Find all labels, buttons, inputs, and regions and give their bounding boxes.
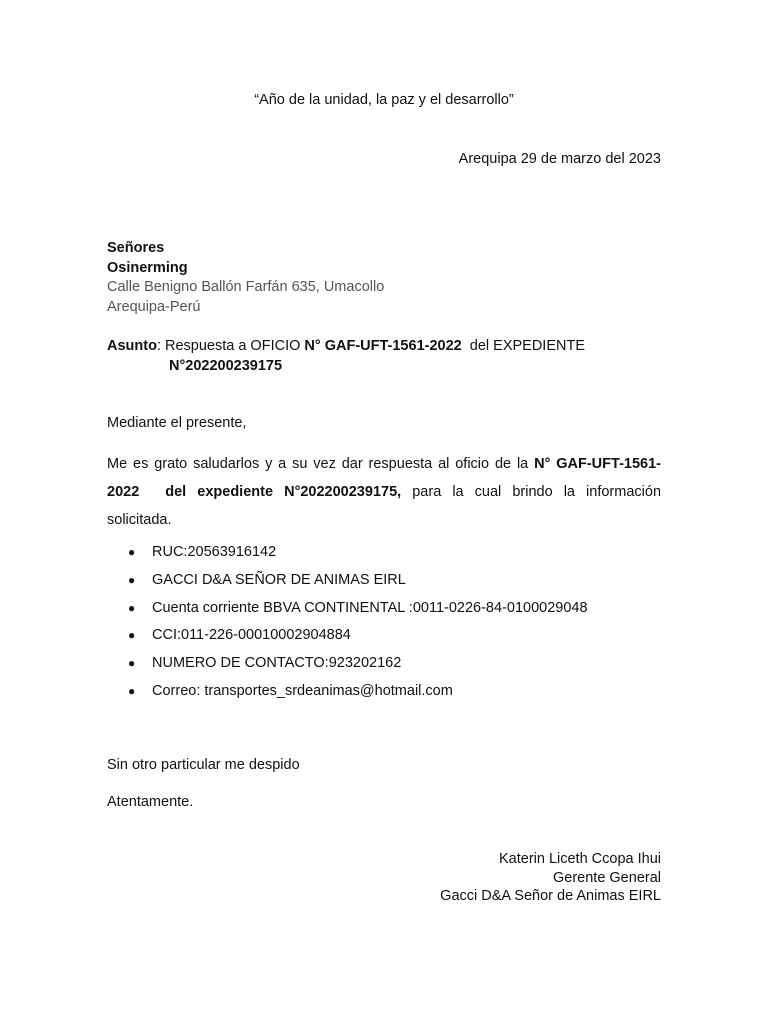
recipient-salutation: Señores	[107, 240, 165, 256]
body-paragraph	[107, 450, 661, 534]
list-item-text: NUMERO DE CONTACTO:923202162	[152, 655, 402, 672]
body-outro: para la cual brindo la información	[401, 484, 662, 500]
list-item-text: GACCI D&A SEÑOR DE ANIMAS EIRL	[152, 571, 406, 588]
greeting: Mediante el presente,	[107, 415, 247, 431]
list-item	[107, 598, 588, 626]
subject-expediente: N°202200239175	[169, 358, 283, 374]
letter-motto: “Año de la unidad, la paz y el desarrollo”	[254, 92, 514, 108]
signature-company: Gacci D&A Señor de Animas EIRL	[440, 888, 661, 904]
bullet-icon: ●	[128, 600, 136, 615]
signature-block	[440, 850, 661, 906]
list-item-text: Correo: transportes_srdeanimas@hotmail.com	[152, 682, 453, 699]
subject-text-middle: del EXPEDIENTE	[461, 338, 586, 354]
recipient-block	[107, 239, 384, 317]
list-item	[107, 542, 588, 570]
recipient-address-line1: Calle Benigno Ballón Farfán 635, Umacollo	[107, 279, 385, 295]
list-item	[107, 681, 588, 709]
signature-title: Gerente General	[552, 869, 661, 886]
bullet-icon: ●	[128, 572, 136, 587]
bullet-icon: ●	[128, 628, 136, 643]
list-item-text: RUC:20563916142	[152, 544, 277, 560]
sign-off: Atentamente.	[107, 794, 194, 810]
list-item	[107, 653, 588, 681]
info-list	[107, 542, 588, 709]
body-oficio-ref-part1: N° GAF-UFT-1561-	[534, 456, 661, 472]
subject-label: Asunto	[107, 338, 157, 354]
recipient-address-line2: Arequipa-Perú	[107, 298, 201, 315]
list-item	[107, 570, 588, 598]
body-intro: Me es grato saludarlos y a su vez dar respuesta al oficio de la	[107, 456, 535, 472]
list-item-text: CCI:011-226-00010002904884	[152, 627, 351, 644]
body-outro-line3: solicitada.	[107, 512, 172, 528]
bullet-icon: ●	[128, 656, 136, 671]
signature-name: Katerin Liceth Ccopa Ihui	[498, 851, 661, 867]
subject-oficio: N° GAF-UFT-1561-2022	[304, 338, 462, 354]
body-oficio-ref-part2: 2022	[107, 484, 140, 500]
body-expediente-ref: del expediente N°202200239175,	[165, 484, 402, 500]
list-item	[107, 625, 588, 653]
letter-date: Arequipa 29 de marzo del 2023	[458, 151, 661, 167]
bullet-icon: ●	[128, 683, 136, 698]
list-item-text: Cuenta corriente BBVA CONTINENTAL :0011-0226-84-0100029048	[152, 599, 588, 616]
subject-text-before: : Respuesta a OFICIO	[156, 338, 305, 354]
closing-line: Sin otro particular me despido	[107, 757, 300, 773]
recipient-organization: Osinerming	[107, 259, 188, 276]
subject-block	[107, 336, 585, 376]
bullet-icon: ●	[128, 545, 136, 559]
